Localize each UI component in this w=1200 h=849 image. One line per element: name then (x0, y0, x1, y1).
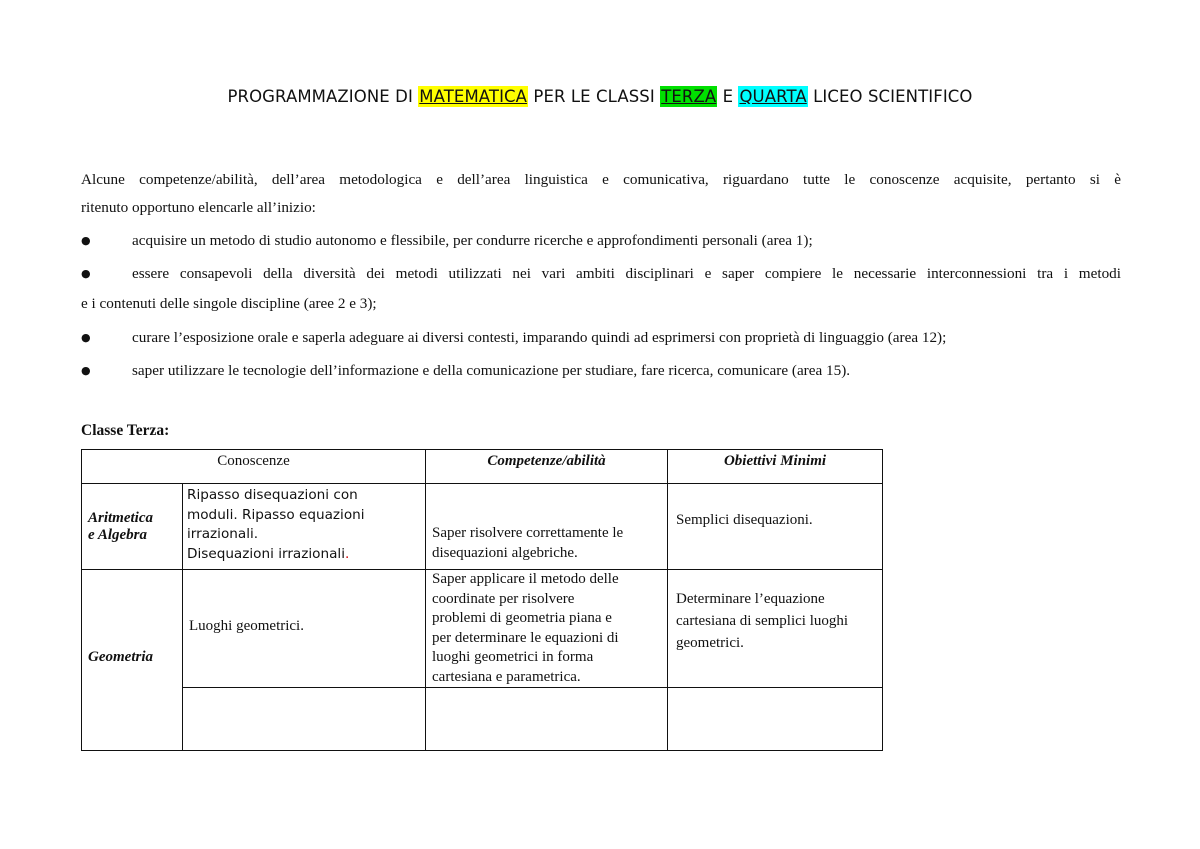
bullet-text: saper utilizzare le tecnologie dell’informazione e della comunicazione per studiare, fare ricerca, comunicare (area 15). (132, 362, 851, 379)
cell-line: Saper applicare il metodo delle (432, 571, 619, 587)
row-label-geometry: Geometria (82, 570, 183, 751)
title-part-2: PER LE CLASSI (528, 87, 661, 106)
bullet-item-4 (81, 361, 1121, 381)
cell-minimum (668, 570, 883, 688)
header-minimum-objectives: Obiettivi Minimi (668, 450, 883, 484)
cell-skills (426, 570, 668, 688)
cell-knowledge (183, 484, 426, 570)
bullet-text-continuation: e i contenuti delle singole discipline (aree 2 e 3); (81, 295, 377, 312)
table-row-empty (82, 688, 883, 751)
title-class-fourth-highlight: QUARTA (739, 87, 807, 106)
row-label-algebra (82, 484, 183, 570)
table-row (82, 484, 883, 570)
bullet-text: essere consapevoli della diversità dei metodi utilizzati nei vari ambiti disciplinari e saper compiere le necessarie interconnessioni tra i metodi (132, 265, 1121, 282)
table-row (82, 570, 883, 688)
bullet-dot-icon: ● (81, 364, 91, 377)
bullet-item-1 (81, 231, 1121, 251)
bullet-item-2 (81, 264, 1121, 314)
cell-line: problemi di geometria piana e (432, 610, 612, 626)
cell-line: cartesiana di semplici luoghi (676, 613, 849, 629)
bullet-text: acquisire un metodo di studio autonomo e flessibile, per condurre ricerche e approfondimenti personali (area 1); (132, 232, 813, 249)
title-class-third-highlight: TERZA (661, 87, 717, 106)
cell-line: Ripasso disequazioni con (187, 487, 358, 503)
cell-line: irrazionali. (187, 526, 259, 542)
intro-line-2: ritenuto opportuno elencarle all’inizio: (81, 199, 316, 216)
cell-knowledge: Luoghi geometrici. (183, 570, 426, 688)
cell-line: disequazioni algebriche. (432, 544, 578, 561)
cell-line: Determinare l’equazione (676, 591, 825, 607)
bullet-text: curare l’esposizione orale e saperla adeguare ai diversi contesti, imparando quindi ad esprimersi con proprietà di linguaggio (area 12); (132, 329, 947, 346)
cell-empty (668, 688, 883, 751)
cell-line: luoghi geometrici in forma (432, 649, 594, 665)
title-part-1: PROGRAMMAZIONE DI (227, 87, 419, 106)
cell-line: moduli. Ripasso equazioni (187, 506, 365, 523)
title-part-4: LICEO SCIENTIFICO (807, 87, 973, 106)
title-subject-highlight: MATEMATICA (419, 87, 528, 106)
header-skills: Competenze/abilità (426, 450, 668, 484)
cell-empty (183, 688, 426, 751)
document-title (0, 87, 1200, 106)
row-label-line: Aritmetica (88, 509, 153, 526)
cell-line: geometrici. (676, 635, 744, 651)
bullet-item-3 (81, 328, 1121, 348)
cell-empty (426, 688, 668, 751)
cell-skills (426, 484, 668, 570)
curriculum-table (81, 449, 883, 751)
intro-paragraph (81, 170, 1121, 218)
title-part-3: E (717, 87, 739, 106)
cell-line: cartesiana e parametrica. (432, 668, 581, 685)
cell-minimum: Semplici disequazioni. (668, 484, 883, 570)
table-header-row (82, 450, 883, 484)
cell-line-end: . (344, 545, 350, 562)
cell-line: Saper risolvere correttamente le (432, 525, 624, 541)
row-label-line: e Algebra (88, 526, 148, 543)
section-title: Classe Terza: (81, 422, 170, 439)
bullet-dot-icon: ● (81, 267, 91, 280)
header-knowledge: Conoscenze (82, 450, 426, 484)
intro-line-1: Alcune competenze/abilità, dell’area metodologica e dell’area linguistica e comunicativa, riguardano tutte le conoscenze acquisite, pertanto si è (81, 171, 1121, 188)
cell-line: per determinare le equazioni di (432, 629, 619, 646)
bullet-dot-icon: ● (81, 331, 91, 344)
cell-line: coordinate per risolvere (432, 590, 575, 607)
cell-line: Disequazioni irrazionali (187, 545, 345, 562)
bullet-dot-icon: ● (81, 234, 91, 247)
